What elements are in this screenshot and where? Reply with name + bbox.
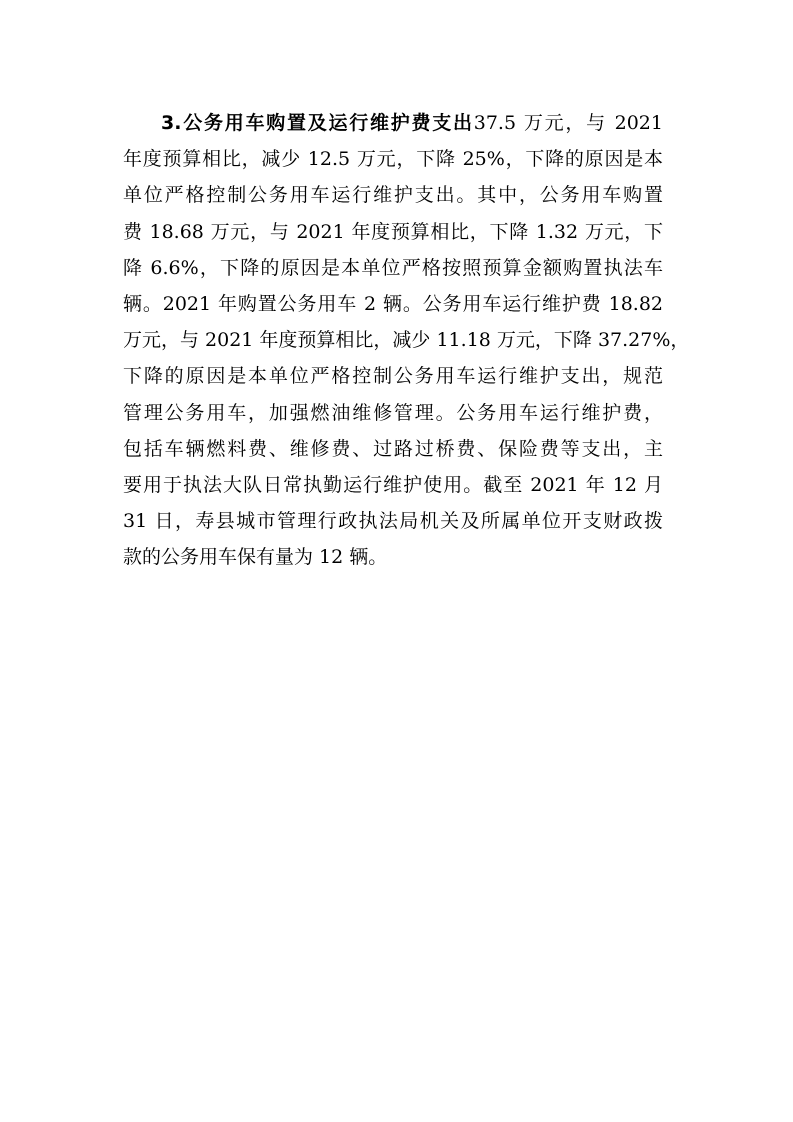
text-line-12: 31 日，寿县城市管理行政执法局机关及所属单位开支财政拨 [123,510,663,533]
text-line-5: 降 6.6%，下降的原因是本单位严格按照预算金额购置执法车 [123,256,663,279]
text-line-13: 款的公务用车保有量为 12 辆。 [123,546,388,569]
section-heading: 3.公务用车购置及运行维护费支出 [161,112,474,134]
paragraph-vehicle-expenses [123,105,690,575]
text-line-6: 辆。2021 年购置公务用车 2 辆。公务用车运行维护费 18.82 [123,292,663,315]
text-line-7: 万元，与 2021 年度预算相比，减少 11.18 万元，下降 37.27%， [123,329,690,352]
text-line-4: 费 18.68 万元，与 2021 年度预算相比，下降 1.32 万元，下 [123,220,663,243]
text-line-2: 年度预算相比，减少 12.5 万元，下降 25%，下降的原因是本 [123,148,663,171]
text-line-9: 管理公务用车，加强燃油维修管理。公务用车运行维护费， [123,401,663,424]
text-line-11: 要用于执法大队日常执勤运行维护使用。截至 2021 年 12 月 [123,473,663,496]
text-line-1 [123,105,663,141]
text-line-8: 下降的原因是本单位严格控制公务用车运行维护支出，规范 [123,365,663,388]
text-line-10: 包括车辆燃料费、维修费、过路过桥费、保险费等支出，主 [123,437,663,460]
heading-line-rest: 37.5 万元，与 2021 [473,112,663,134]
text-line-3: 单位严格控制公务用车运行维护支出。其中，公务用车购置 [123,184,663,207]
